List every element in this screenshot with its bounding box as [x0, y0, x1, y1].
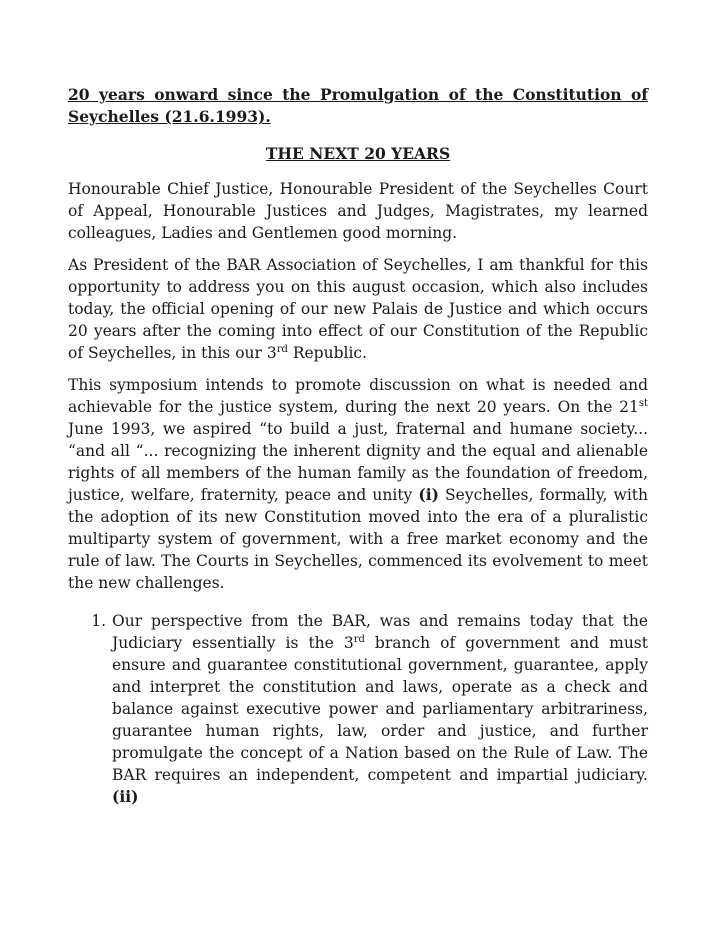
greeting-paragraph: Honourable Chief Justice, Honourable President of the Seychelles Court of Appeal, Honourable Justices and Judges, Magistrates, my learned colleagues, Ladies and Gentlemen good morning.	[68, 180, 648, 242]
footnote-marker-ii: (ii)	[112, 787, 139, 806]
list-item-text-a: Our perspective from the BAR, was and remains today that the Judiciary essentially is the 3	[112, 612, 648, 652]
intro-paragraph	[68, 254, 648, 364]
symposium-paragraph	[68, 374, 648, 594]
symposium-text-a: This symposium intends to promote discussion on what is needed and achievable for the justice system, during the next 20 years. On the 21	[68, 376, 648, 416]
document-heading: 20 years onward since the Promulgation of the Constitution of Seychelles (21.6.1993).	[68, 85, 648, 126]
symposium-superscript: st	[638, 398, 648, 409]
list-item-text-b: branch of government and must ensure and guarantee constitutional government, guarantee, apply and interpret the constitution and laws, operate as a check and balance against executive power and parliamentary arbitrariness, guarantee human rights, law, order and justice, and further promulgate the concept of a Nation based on the Rule of Law. The BAR requires an independent, competent and impartial judiciary.	[112, 634, 648, 784]
intro-text-a: As President of the BAR Association of Seychelles, I am thankful for this opportunity to address you on this august occasion, which also includes today, the official opening of our new Palais de Justice and which occurs 20 years after the coming into effect of our Constitution of the Republic of Seychelles, in this our 3	[68, 256, 648, 362]
intro-superscript: rd	[276, 344, 288, 355]
symposium-text-c: Seychelles, formally, with the adoption of its new Constitution moved into the era of a pluralistic multiparty system of government, with a free market economy and the rule of law. The Courts in Seychelles, commenced its evolvement to meet the new challenges.	[68, 486, 648, 592]
footnote-marker-i: (i)	[418, 485, 439, 504]
list-item	[68, 610, 648, 808]
symposium-text-b: June 1993, we aspired “to build a just, fraternal and humane society... “and all “... recognizing the inherent dignity and the equal and alienable rights of all members of the human family as the foundation of freedom, justice, welfare, fraternity, peace and unity	[68, 420, 648, 504]
list-item-superscript: rd	[353, 634, 365, 645]
numbered-list	[68, 610, 648, 808]
document-subheading: THE NEXT 20 YEARS	[265, 144, 451, 163]
list-item-text	[112, 610, 648, 808]
list-item-number: 1.	[91, 612, 106, 630]
intro-text-b: Republic.	[287, 344, 368, 362]
